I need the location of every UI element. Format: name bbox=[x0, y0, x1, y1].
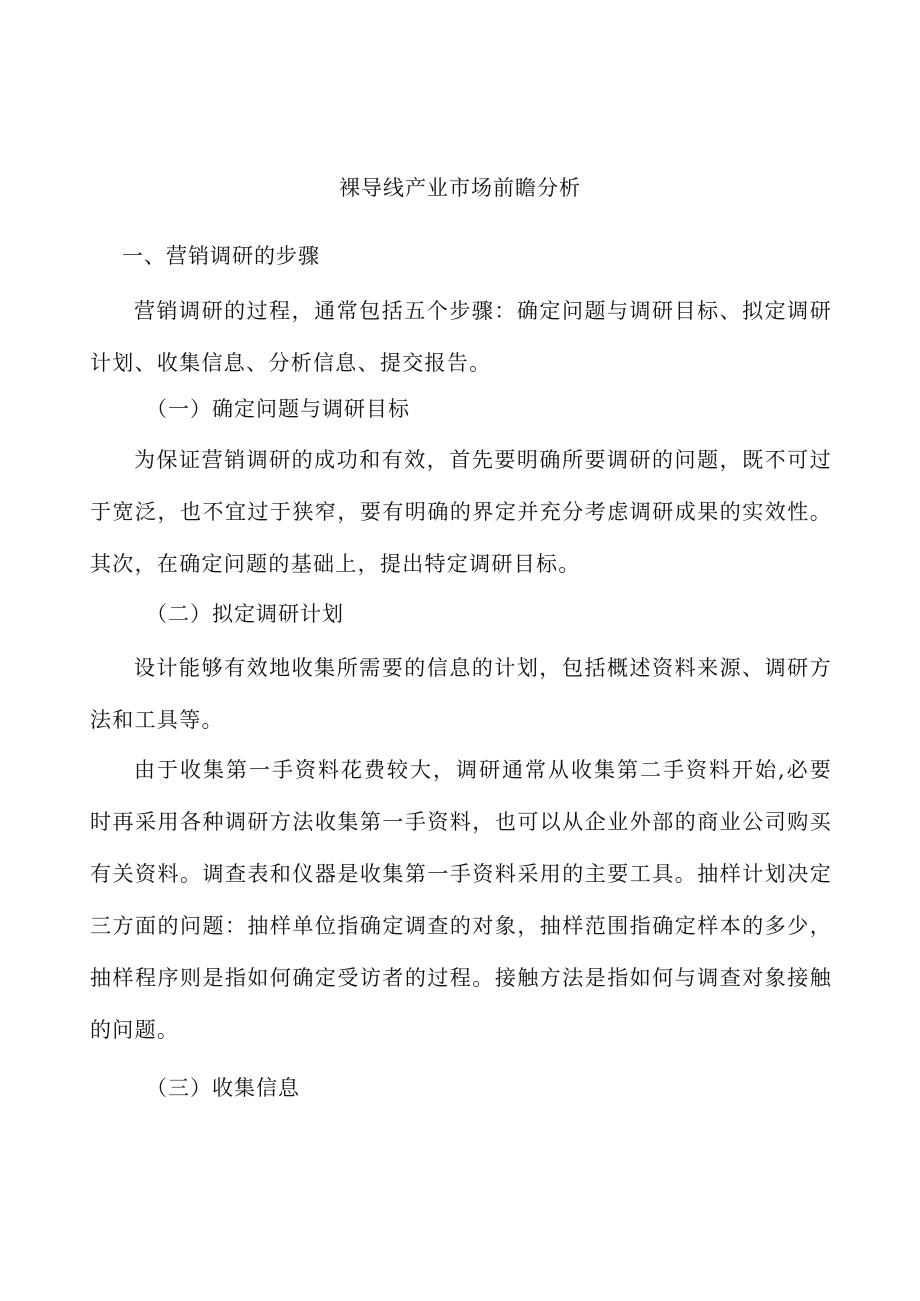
paragraph-define-problem: 为保证营销调研的成功和有效，首先要明确所要调研的问题，既不可过于宽泛，也不宜过于狭窄，要有明确的界定并充分考虑调研成果的实效性。其次，在确定问题的基础上，提出特定调研目标。 bbox=[90, 448, 832, 576]
paragraph-intro: 营销调研的过程，通常包括五个步骤：确定问题与调研目标、拟定调研计划、收集信息、分析信息、提交报告。 bbox=[90, 299, 832, 375]
paragraph-research-plan-1: 设计能够有效地收集所需要的信息的计划，包括概述资料来源、调研方法和工具等。 bbox=[90, 656, 832, 732]
document-title: 裸导线产业市场前瞻分析 bbox=[339, 176, 581, 200]
subheading-define-problem: （一）确定问题与调研目标 bbox=[146, 397, 410, 421]
paragraph-research-plan-2: 由于收集第一手资料花费较大，调研通常从收集第二手资料开始,必要时再采用各种调研方法收集第一手资料，也可以从企业外部的商业公司购买有关资料。调查表和仪器是收集第一手资料采用的主要工具。抽样计划决定三方面的问题：抽样单位指确定调查的对象，抽样范围指确定样本的多少，抽样程序则是指如何确定受访者的过程。接触方法是指如何与调查对象接触的问题。 bbox=[90, 758, 832, 1042]
subheading-collect-info: （三）收集信息 bbox=[146, 1076, 300, 1100]
subheading-research-plan: （二）拟定调研计划 bbox=[146, 602, 344, 626]
section-heading-marketing-research-steps: 一、营销调研的步骤 bbox=[122, 244, 320, 268]
